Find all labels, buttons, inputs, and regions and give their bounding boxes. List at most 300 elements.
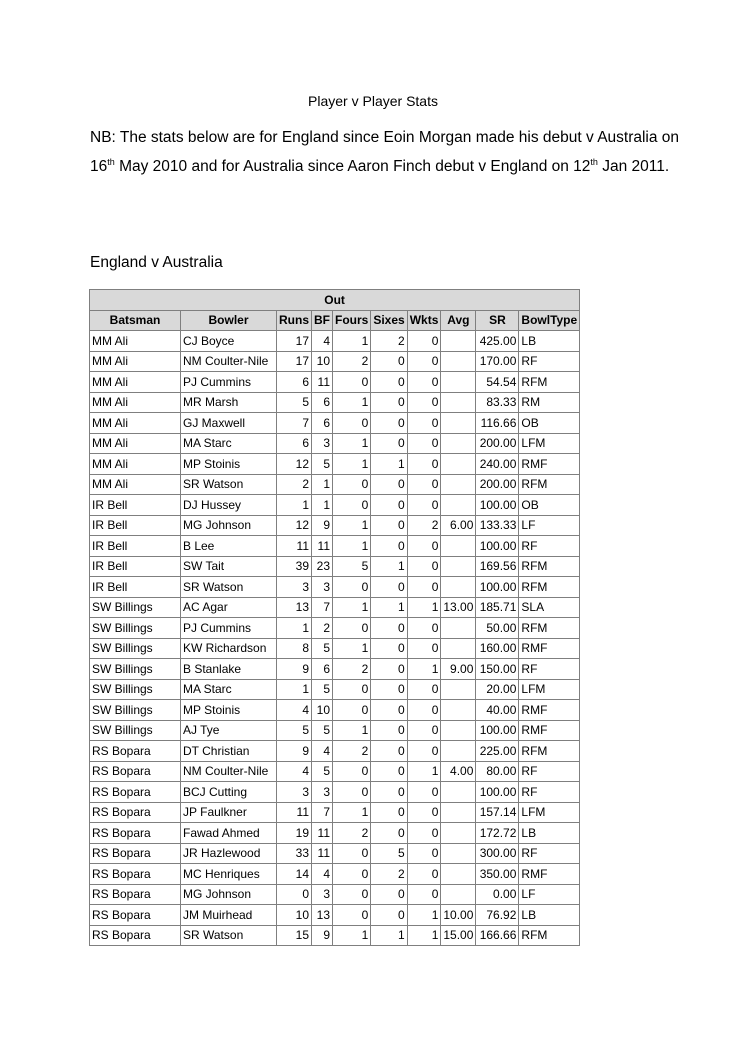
cell-sr: 200.00 [476, 474, 519, 495]
cell-sr: 133.33 [476, 515, 519, 536]
note-paragraph [90, 124, 680, 181]
cell-batsman: SW Billings [90, 720, 181, 741]
cell-avg [441, 495, 476, 516]
table-row [90, 679, 580, 700]
cell-wkts: 0 [407, 556, 441, 577]
cell-bowltype: RM [519, 392, 580, 413]
cell-sr: 116.66 [476, 413, 519, 434]
cell-avg [441, 884, 476, 905]
column-header-avg: Avg [441, 310, 476, 331]
cell-avg [441, 638, 476, 659]
cell-runs: 15 [277, 925, 312, 946]
cell-fours: 2 [333, 823, 371, 844]
cell-bf: 1 [312, 495, 333, 516]
cell-batsman: SW Billings [90, 700, 181, 721]
cell-avg [441, 536, 476, 557]
cell-sixes: 0 [371, 618, 407, 639]
cell-bowltype: RFM [519, 741, 580, 762]
cell-sixes: 0 [371, 495, 407, 516]
cell-bowltype: RF [519, 659, 580, 680]
cell-avg: 10.00 [441, 905, 476, 926]
cell-sr: 170.00 [476, 351, 519, 372]
cell-wkts: 0 [407, 720, 441, 741]
cell-avg [441, 372, 476, 393]
cell-sr: 166.66 [476, 925, 519, 946]
table-row [90, 577, 580, 598]
cell-sixes: 0 [371, 392, 407, 413]
cell-fours: 0 [333, 864, 371, 885]
cell-fours: 0 [333, 618, 371, 639]
cell-sr: 54.54 [476, 372, 519, 393]
table-row [90, 925, 580, 946]
cell-bowler: PJ Cummins [181, 372, 277, 393]
column-header-wkts: Wkts [407, 310, 441, 331]
table-row [90, 474, 580, 495]
cell-runs: 2 [277, 474, 312, 495]
cell-sr: 100.00 [476, 536, 519, 557]
cell-sr: 425.00 [476, 331, 519, 352]
column-header-fours: Fours [333, 310, 371, 331]
cell-sr: 40.00 [476, 700, 519, 721]
cell-bowler: B Lee [181, 536, 277, 557]
cell-bowler: MP Stoinis [181, 454, 277, 475]
cell-sixes: 1 [371, 597, 407, 618]
table-row [90, 597, 580, 618]
cell-bowler: KW Richardson [181, 638, 277, 659]
cell-fours: 1 [333, 638, 371, 659]
cell-bf: 3 [312, 884, 333, 905]
cell-bf: 4 [312, 331, 333, 352]
section-title: England v Australia [90, 254, 223, 271]
note-text-1: NB: The stats below are for England since Eoin Morgan made his debut v Australia on 16 [90, 129, 680, 175]
cell-bowler: SR Watson [181, 577, 277, 598]
cell-wkts: 0 [407, 618, 441, 639]
cell-sixes: 0 [371, 351, 407, 372]
cell-bowltype: RMF [519, 638, 580, 659]
table-row [90, 823, 580, 844]
cell-bowler: MG Johnson [181, 515, 277, 536]
cell-avg [441, 454, 476, 475]
table-row [90, 700, 580, 721]
cell-batsman: MM Ali [90, 454, 181, 475]
cell-batsman: RS Bopara [90, 782, 181, 803]
cell-sr: 300.00 [476, 843, 519, 864]
cell-batsman: MM Ali [90, 474, 181, 495]
cell-wkts: 0 [407, 884, 441, 905]
cell-runs: 11 [277, 536, 312, 557]
cell-bowltype: LFM [519, 433, 580, 454]
column-header-runs: Runs [277, 310, 312, 331]
cell-avg [441, 802, 476, 823]
cell-sr: 76.92 [476, 905, 519, 926]
cell-sixes: 0 [371, 515, 407, 536]
cell-batsman: RS Bopara [90, 925, 181, 946]
cell-bowler: NM Coulter-Nile [181, 761, 277, 782]
cell-bowler: AC Agar [181, 597, 277, 618]
table-row [90, 618, 580, 639]
cell-sr: 200.00 [476, 433, 519, 454]
note-text-2: May 2010 and for Australia since Aaron Finch debut v England on 12 [114, 157, 591, 175]
cell-bowltype: OB [519, 495, 580, 516]
cell-wkts: 0 [407, 843, 441, 864]
cell-sixes: 1 [371, 925, 407, 946]
table-row [90, 454, 580, 475]
cell-fours: 1 [333, 454, 371, 475]
column-header-bf: BF [312, 310, 333, 331]
cell-avg: 15.00 [441, 925, 476, 946]
cell-bowltype: LFM [519, 802, 580, 823]
cell-sixes: 0 [371, 679, 407, 700]
cell-runs: 4 [277, 700, 312, 721]
note-sup-1: th [107, 156, 115, 167]
cell-bf: 3 [312, 577, 333, 598]
cell-avg: 4.00 [441, 761, 476, 782]
cell-bowler: SW Tait [181, 556, 277, 577]
cell-bowltype: LF [519, 515, 580, 536]
cell-wkts: 1 [407, 597, 441, 618]
cell-bowltype: LB [519, 331, 580, 352]
cell-bowler: PJ Cummins [181, 618, 277, 639]
column-header-bowltype: BowlType [519, 310, 580, 331]
cell-sr: 350.00 [476, 864, 519, 885]
cell-sixes: 0 [371, 700, 407, 721]
cell-runs: 9 [277, 659, 312, 680]
cell-bf: 5 [312, 720, 333, 741]
cell-fours: 2 [333, 351, 371, 372]
cell-batsman: RS Bopara [90, 905, 181, 926]
cell-batsman: RS Bopara [90, 884, 181, 905]
table-row [90, 864, 580, 885]
cell-avg [441, 474, 476, 495]
column-header-sr: SR [476, 310, 519, 331]
cell-bowler: MA Starc [181, 679, 277, 700]
cell-runs: 17 [277, 331, 312, 352]
cell-sixes: 2 [371, 331, 407, 352]
column-header-batsman: Batsman [90, 310, 181, 331]
cell-runs: 7 [277, 413, 312, 434]
cell-bf: 9 [312, 515, 333, 536]
table-row [90, 372, 580, 393]
cell-bowltype: RFM [519, 474, 580, 495]
cell-runs: 12 [277, 515, 312, 536]
cell-runs: 10 [277, 905, 312, 926]
cell-wkts: 0 [407, 536, 441, 557]
cell-runs: 6 [277, 433, 312, 454]
cell-wkts: 0 [407, 577, 441, 598]
cell-wkts: 0 [407, 454, 441, 475]
cell-avg: 9.00 [441, 659, 476, 680]
cell-avg [441, 864, 476, 885]
cell-sixes: 2 [371, 864, 407, 885]
cell-bowler: CJ Boyce [181, 331, 277, 352]
cell-fours: 1 [333, 331, 371, 352]
cell-sixes: 0 [371, 884, 407, 905]
cell-fours: 2 [333, 741, 371, 762]
cell-sixes: 0 [371, 474, 407, 495]
cell-avg [441, 392, 476, 413]
cell-batsman: SW Billings [90, 659, 181, 680]
cell-sixes: 0 [371, 638, 407, 659]
cell-batsman: RS Bopara [90, 864, 181, 885]
cell-bf: 11 [312, 536, 333, 557]
cell-runs: 1 [277, 495, 312, 516]
cell-wkts: 0 [407, 741, 441, 762]
cell-avg [441, 679, 476, 700]
cell-sixes: 0 [371, 659, 407, 680]
cell-bowltype: RFM [519, 577, 580, 598]
cell-runs: 17 [277, 351, 312, 372]
cell-bowler: MC Henriques [181, 864, 277, 885]
cell-avg [441, 700, 476, 721]
column-header-sixes: Sixes [371, 310, 407, 331]
page-title: Player v Player Stats [308, 93, 438, 109]
cell-avg [441, 720, 476, 741]
cell-fours: 0 [333, 884, 371, 905]
cell-bf: 1 [312, 474, 333, 495]
cell-fours: 0 [333, 700, 371, 721]
cell-bowltype: RFM [519, 925, 580, 946]
table-row [90, 761, 580, 782]
cell-batsman: MM Ali [90, 413, 181, 434]
table-row [90, 884, 580, 905]
cell-wkts: 0 [407, 864, 441, 885]
table-row [90, 556, 580, 577]
cell-bf: 4 [312, 864, 333, 885]
cell-batsman: SW Billings [90, 618, 181, 639]
cell-bowler: MA Starc [181, 433, 277, 454]
table-row [90, 905, 580, 926]
cell-runs: 1 [277, 618, 312, 639]
cell-sixes: 0 [371, 372, 407, 393]
cell-batsman: IR Bell [90, 515, 181, 536]
table-row [90, 843, 580, 864]
cell-bf: 3 [312, 782, 333, 803]
cell-bowler: JR Hazlewood [181, 843, 277, 864]
cell-fours: 0 [333, 474, 371, 495]
cell-batsman: MM Ali [90, 351, 181, 372]
cell-bf: 10 [312, 351, 333, 372]
cell-bowltype: RF [519, 843, 580, 864]
cell-runs: 3 [277, 782, 312, 803]
cell-batsman: IR Bell [90, 556, 181, 577]
cell-sixes: 0 [371, 802, 407, 823]
cell-runs: 39 [277, 556, 312, 577]
cell-bf: 5 [312, 679, 333, 700]
cell-wkts: 0 [407, 413, 441, 434]
cell-fours: 1 [333, 925, 371, 946]
cell-runs: 1 [277, 679, 312, 700]
cell-bf: 13 [312, 905, 333, 926]
cell-wkts: 0 [407, 495, 441, 516]
cell-avg [441, 556, 476, 577]
cell-avg [441, 843, 476, 864]
cell-wkts: 0 [407, 823, 441, 844]
cell-bowltype: RF [519, 782, 580, 803]
cell-sr: 100.00 [476, 720, 519, 741]
cell-batsman: SW Billings [90, 638, 181, 659]
column-header-bowler: Bowler [181, 310, 277, 331]
cell-avg [441, 413, 476, 434]
cell-bowltype: RF [519, 536, 580, 557]
cell-bf: 10 [312, 700, 333, 721]
cell-bowltype: LB [519, 905, 580, 926]
cell-bowltype: RFM [519, 372, 580, 393]
table-row [90, 433, 580, 454]
cell-avg [441, 823, 476, 844]
cell-sr: 160.00 [476, 638, 519, 659]
cell-sr: 80.00 [476, 761, 519, 782]
cell-batsman: IR Bell [90, 536, 181, 557]
table-row [90, 720, 580, 741]
cell-sr: 100.00 [476, 577, 519, 598]
cell-runs: 9 [277, 741, 312, 762]
cell-runs: 14 [277, 864, 312, 885]
cell-runs: 3 [277, 577, 312, 598]
cell-batsman: IR Bell [90, 577, 181, 598]
cell-fours: 0 [333, 372, 371, 393]
cell-bf: 4 [312, 741, 333, 762]
cell-bowltype: RMF [519, 700, 580, 721]
cell-fours: 1 [333, 536, 371, 557]
cell-batsman: RS Bopara [90, 741, 181, 762]
cell-avg [441, 351, 476, 372]
table-row [90, 638, 580, 659]
table-row [90, 495, 580, 516]
cell-sr: 225.00 [476, 741, 519, 762]
cell-sr: 20.00 [476, 679, 519, 700]
cell-sixes: 0 [371, 536, 407, 557]
cell-sr: 50.00 [476, 618, 519, 639]
cell-bowler: JP Faulkner [181, 802, 277, 823]
table-row [90, 331, 580, 352]
cell-fours: 1 [333, 720, 371, 741]
cell-bowltype: OB [519, 413, 580, 434]
cell-wkts: 0 [407, 351, 441, 372]
cell-sixes: 0 [371, 741, 407, 762]
cell-avg [441, 577, 476, 598]
cell-bf: 11 [312, 372, 333, 393]
cell-bowltype: RF [519, 351, 580, 372]
cell-sr: 0.00 [476, 884, 519, 905]
table-row [90, 536, 580, 557]
cell-bowler: DJ Hussey [181, 495, 277, 516]
cell-sr: 240.00 [476, 454, 519, 475]
cell-wkts: 0 [407, 372, 441, 393]
stats-table [89, 289, 580, 946]
cell-avg [441, 331, 476, 352]
cell-batsman: RS Bopara [90, 843, 181, 864]
cell-bowltype: RFM [519, 556, 580, 577]
cell-batsman: IR Bell [90, 495, 181, 516]
cell-runs: 0 [277, 884, 312, 905]
cell-fours: 2 [333, 659, 371, 680]
table-row [90, 392, 580, 413]
cell-wkts: 1 [407, 905, 441, 926]
cell-bowltype: LB [519, 823, 580, 844]
cell-wkts: 0 [407, 392, 441, 413]
table-row [90, 515, 580, 536]
cell-sixes: 0 [371, 905, 407, 926]
cell-batsman: MM Ali [90, 372, 181, 393]
cell-bf: 23 [312, 556, 333, 577]
cell-wkts: 0 [407, 638, 441, 659]
cell-sixes: 0 [371, 577, 407, 598]
cell-bf: 5 [312, 761, 333, 782]
cell-fours: 0 [333, 495, 371, 516]
cell-batsman: RS Bopara [90, 761, 181, 782]
cell-bf: 6 [312, 413, 333, 434]
cell-runs: 5 [277, 720, 312, 741]
note-text-3: Jan 2011. [597, 157, 670, 175]
cell-sr: 169.56 [476, 556, 519, 577]
cell-bowler: JM Muirhead [181, 905, 277, 926]
column-header-row [90, 310, 580, 331]
cell-wkts: 1 [407, 761, 441, 782]
cell-fours: 0 [333, 679, 371, 700]
cell-bowler: SR Watson [181, 474, 277, 495]
cell-bf: 3 [312, 433, 333, 454]
cell-wkts: 1 [407, 659, 441, 680]
table-body [90, 331, 580, 946]
cell-sixes: 0 [371, 782, 407, 803]
table-row [90, 351, 580, 372]
cell-wkts: 0 [407, 700, 441, 721]
note-sup-2: th [590, 156, 598, 167]
cell-bf: 5 [312, 638, 333, 659]
cell-wkts: 0 [407, 679, 441, 700]
cell-sr: 185.71 [476, 597, 519, 618]
cell-runs: 33 [277, 843, 312, 864]
cell-runs: 19 [277, 823, 312, 844]
cell-bf: 7 [312, 597, 333, 618]
cell-fours: 1 [333, 392, 371, 413]
cell-bf: 11 [312, 843, 333, 864]
cell-sixes: 0 [371, 823, 407, 844]
cell-fours: 0 [333, 413, 371, 434]
cell-batsman: SW Billings [90, 597, 181, 618]
cell-wkts: 0 [407, 433, 441, 454]
cell-bf: 5 [312, 454, 333, 475]
cell-sixes: 0 [371, 761, 407, 782]
cell-bowler: Fawad Ahmed [181, 823, 277, 844]
cell-wkts: 0 [407, 474, 441, 495]
cell-runs: 8 [277, 638, 312, 659]
cell-runs: 6 [277, 372, 312, 393]
cell-fours: 0 [333, 761, 371, 782]
cell-bf: 6 [312, 392, 333, 413]
cell-fours: 1 [333, 597, 371, 618]
cell-fours: 0 [333, 782, 371, 803]
table-row [90, 802, 580, 823]
cell-bowltype: RFM [519, 618, 580, 639]
cell-sixes: 5 [371, 843, 407, 864]
cell-batsman: SW Billings [90, 679, 181, 700]
cell-batsman: RS Bopara [90, 823, 181, 844]
cell-wkts: 0 [407, 802, 441, 823]
cell-bowler: BCJ Cutting [181, 782, 277, 803]
cell-runs: 11 [277, 802, 312, 823]
cell-avg [441, 433, 476, 454]
cell-batsman: MM Ali [90, 392, 181, 413]
cell-wkts: 2 [407, 515, 441, 536]
cell-bowler: SR Watson [181, 925, 277, 946]
cell-fours: 5 [333, 556, 371, 577]
cell-bowltype: LF [519, 884, 580, 905]
cell-bowler: DT Christian [181, 741, 277, 762]
cell-avg [441, 741, 476, 762]
cell-avg [441, 782, 476, 803]
table-row [90, 741, 580, 762]
